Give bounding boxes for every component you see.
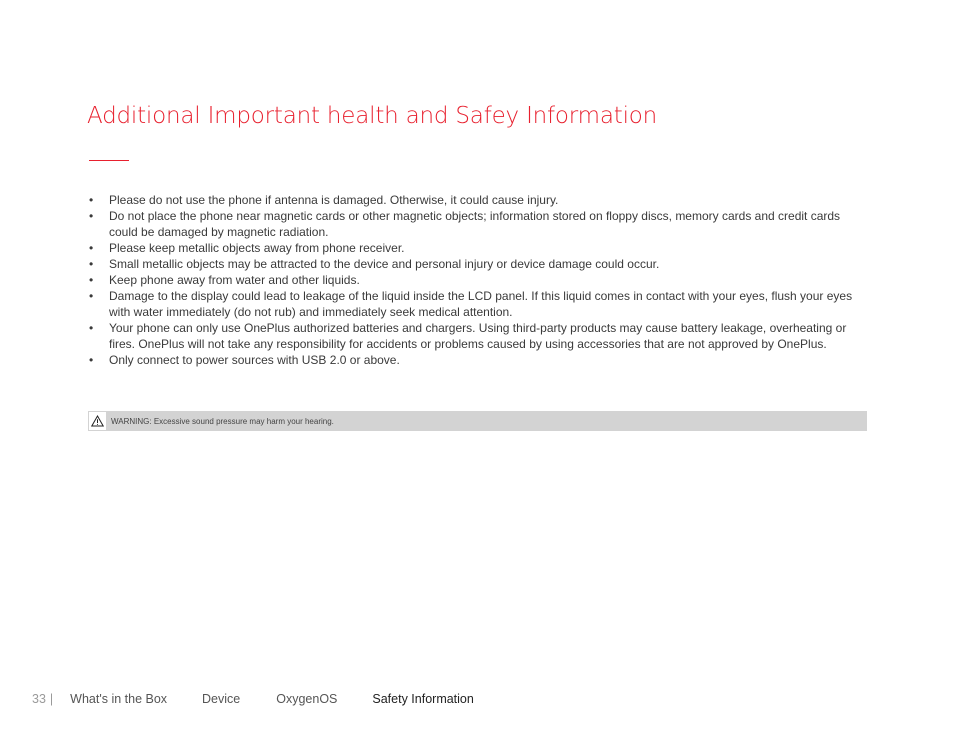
bullet-item — [87, 208, 869, 240]
title-underline — [89, 160, 129, 161]
bullet-text: Your phone can only use OnePlus authorized batteries and chargers. Using third-party products may cause battery leakage, overheating or fires. OnePlus will not take any responsibility for accidents or problems caused by using accessories that are not approved by OnePlus. — [109, 321, 847, 351]
bullet-text: Keep phone away from water and other liquids. — [109, 273, 360, 287]
bullet-dot: • — [89, 241, 94, 255]
footer-separator: | — [49, 692, 54, 706]
bullet-item — [87, 256, 869, 272]
footer-nav-device[interactable]: Device — [202, 692, 241, 706]
bullet-item — [87, 272, 869, 288]
page-title: Additional Important health and Safey Information — [87, 103, 658, 129]
bullet-text: Only connect to power sources with USB 2.0 or above. — [109, 353, 400, 367]
bullet-dot: • — [89, 289, 94, 303]
bullet-dot: • — [89, 321, 94, 335]
bullet-dot: • — [89, 209, 94, 223]
footer-nav-safety-information[interactable]: Safety Information — [372, 692, 474, 706]
bullet-dot: • — [89, 193, 94, 207]
footer-nav-bar — [32, 691, 474, 707]
page-number: 33 — [32, 692, 46, 706]
warning-triangle-icon — [88, 411, 107, 431]
footer-nav-whats-in-the-box[interactable]: What's in the Box — [70, 692, 168, 706]
bullet-text: Damage to the display could lead to leakage of the liquid inside the LCD panel. If this liquid comes in contact with your eyes, flush your eyes with water immediately (do not rub) and immediately seek medical attention. — [109, 289, 853, 319]
bullet-item — [87, 320, 869, 352]
bullet-item — [87, 352, 869, 368]
bullet-text: Do not place the phone near magnetic cards or other magnetic objects; information stored on floppy discs, memory cards and credit cards could be damaged by magnetic radiation. — [109, 209, 841, 239]
footer-nav-oxygenos[interactable]: OxygenOS — [276, 692, 338, 706]
bullet-dot: • — [89, 353, 94, 367]
bullet-item — [87, 192, 869, 208]
warning-text: WARNING: Excessive sound pressure may harm your hearing. — [111, 416, 334, 426]
bullet-item — [87, 240, 869, 256]
bullet-dot: • — [89, 273, 94, 287]
bullet-text: Please keep metallic objects away from phone receiver. — [109, 241, 405, 255]
bullet-text: Small metallic objects may be attracted to the device and personal injury or device damage could occur. — [109, 257, 660, 271]
bullet-text: Please do not use the phone if antenna is damaged. Otherwise, it could cause injury. — [109, 193, 559, 207]
bullet-item — [87, 288, 869, 320]
warning-banner — [88, 411, 867, 431]
bullet-dot: • — [89, 257, 94, 271]
safety-bullet-list — [87, 192, 869, 368]
